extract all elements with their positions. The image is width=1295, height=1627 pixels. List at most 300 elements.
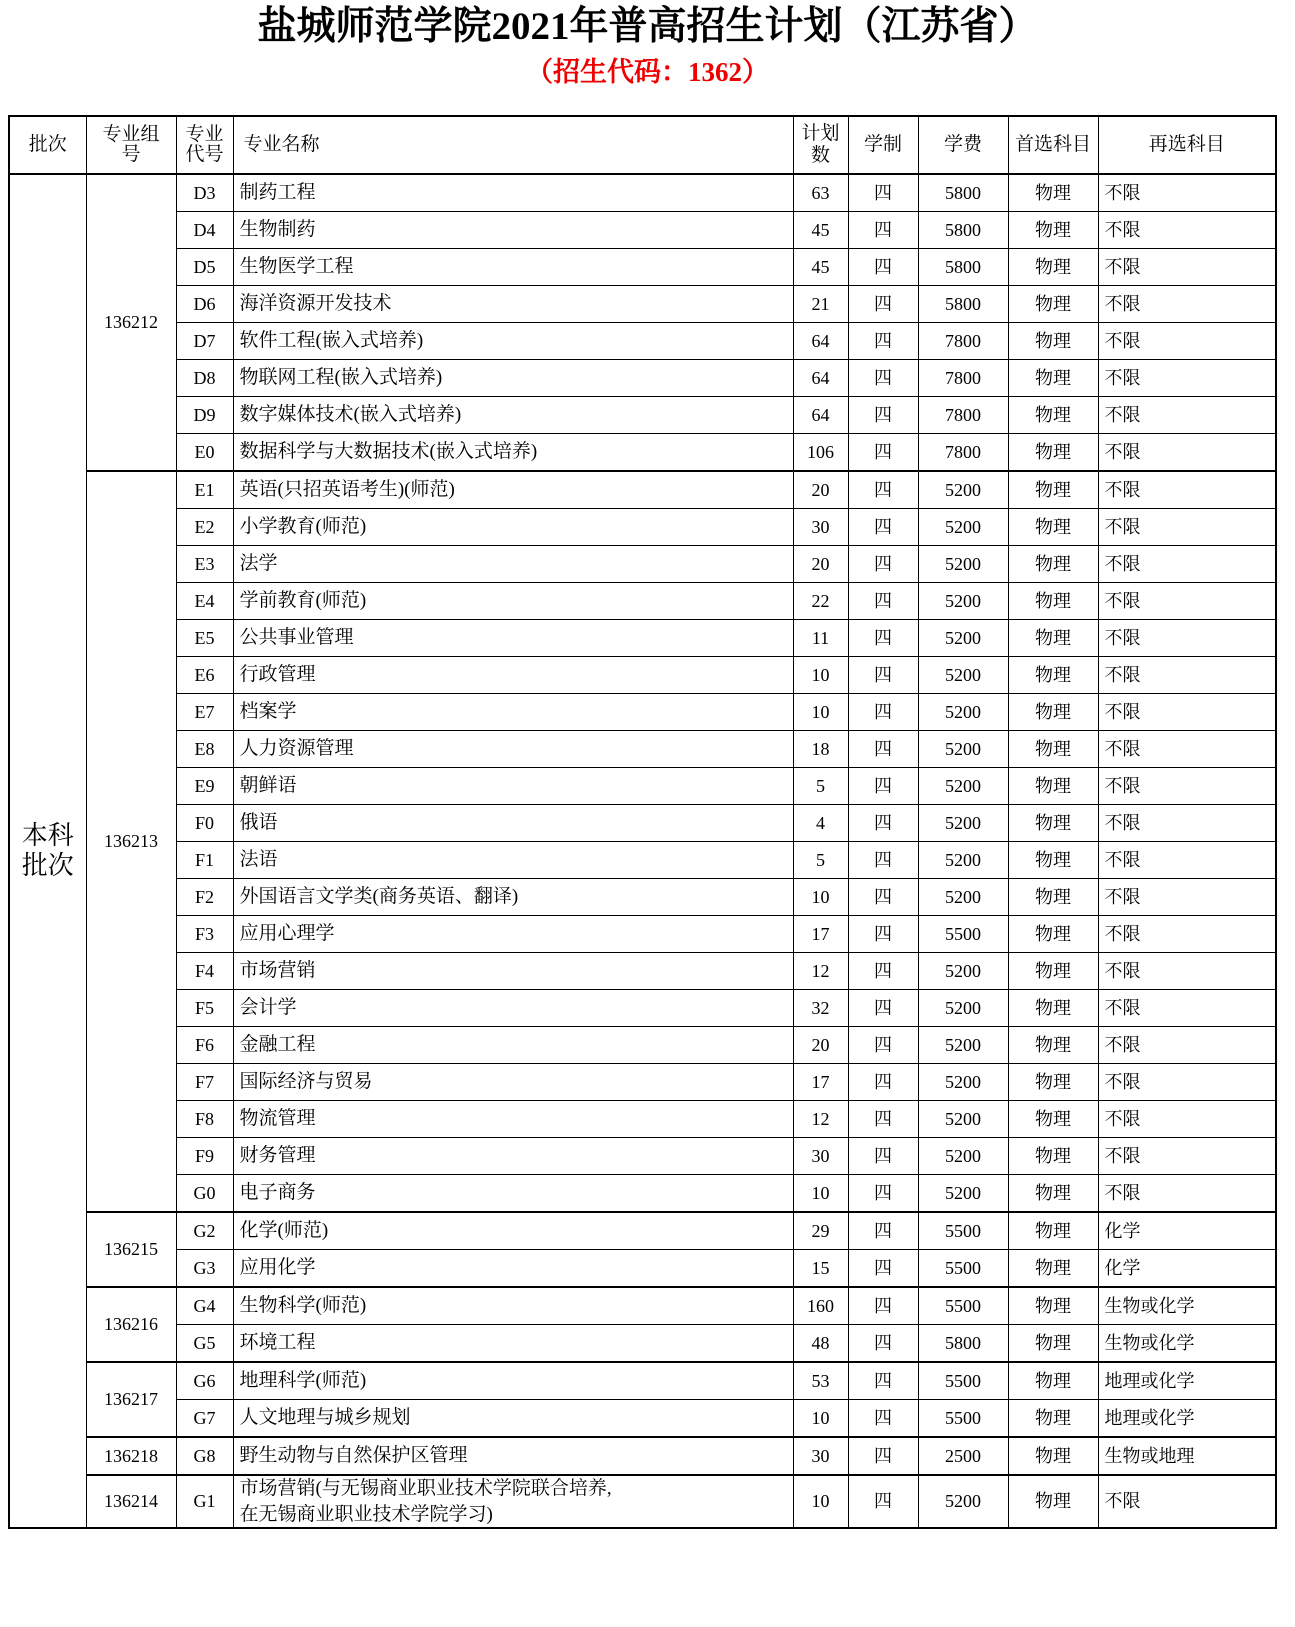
tuition-cell: 5200 (918, 1175, 1008, 1213)
table-row (9, 1287, 1276, 1325)
major-name-cell: 电子商务 (233, 1175, 793, 1213)
plan-count-cell: 11 (793, 620, 848, 657)
duration-cell: 四 (848, 1250, 918, 1288)
tuition-cell: 5500 (918, 1212, 1008, 1250)
major-code-cell: F9 (176, 1138, 233, 1175)
plan-count-cell: 45 (793, 249, 848, 286)
second-subject-cell: 不限 (1098, 1027, 1276, 1064)
table-header-row (9, 116, 1276, 174)
plan-count-cell: 20 (793, 546, 848, 583)
major-code-cell: D3 (176, 174, 233, 212)
plan-count-cell: 53 (793, 1362, 848, 1400)
plan-count-cell: 17 (793, 1064, 848, 1101)
duration-cell: 四 (848, 768, 918, 805)
major-code-cell: G7 (176, 1400, 233, 1438)
major-code-cell: D9 (176, 397, 233, 434)
major-name-cell: 生物科学(师范) (233, 1287, 793, 1325)
tuition-cell: 5200 (918, 842, 1008, 879)
duration-cell: 四 (848, 1287, 918, 1325)
table-row (9, 1212, 1276, 1250)
duration-cell: 四 (848, 546, 918, 583)
header-batch: 批次 (9, 116, 86, 174)
second-subject-cell: 不限 (1098, 1175, 1276, 1213)
tuition-cell: 5200 (918, 1138, 1008, 1175)
first-subject-cell: 物理 (1008, 1101, 1098, 1138)
duration-cell: 四 (848, 1362, 918, 1400)
plan-count-cell: 64 (793, 323, 848, 360)
major-name-cell: 英语(只招英语考生)(师范) (233, 471, 793, 509)
major-name-cell: 小学教育(师范) (233, 509, 793, 546)
tuition-cell: 5200 (918, 657, 1008, 694)
tuition-cell: 5200 (918, 694, 1008, 731)
major-name-line2: 在无锡商业职业技术学院学习) (239, 1503, 493, 1525)
first-subject-cell: 物理 (1008, 805, 1098, 842)
plan-count-cell: 30 (793, 1437, 848, 1475)
tuition-cell: 5500 (918, 1362, 1008, 1400)
major-code-cell: D8 (176, 360, 233, 397)
second-subject-cell: 不限 (1098, 360, 1276, 397)
duration-cell: 四 (848, 1212, 918, 1250)
tuition-cell: 5500 (918, 1250, 1008, 1288)
major-code-cell: E5 (176, 620, 233, 657)
plan-count-cell: 10 (793, 879, 848, 916)
table-row (9, 1250, 1276, 1288)
batch-cell (9, 174, 86, 1528)
duration-cell: 四 (848, 1175, 918, 1213)
second-subject-cell: 不限 (1098, 1101, 1276, 1138)
major-code-cell: G8 (176, 1437, 233, 1475)
table-row (9, 397, 1276, 434)
duration-cell: 四 (848, 1027, 918, 1064)
tuition-cell: 5500 (918, 916, 1008, 953)
duration-cell: 四 (848, 879, 918, 916)
first-subject-cell: 物理 (1008, 916, 1098, 953)
plan-count-cell: 63 (793, 174, 848, 212)
second-subject-cell: 不限 (1098, 212, 1276, 249)
duration-cell: 四 (848, 1138, 918, 1175)
first-subject-cell: 物理 (1008, 694, 1098, 731)
table-row (9, 1138, 1276, 1175)
major-name-cell: 行政管理 (233, 657, 793, 694)
duration-cell: 四 (848, 509, 918, 546)
major-name-cell: 公共事业管理 (233, 620, 793, 657)
second-subject-cell: 不限 (1098, 990, 1276, 1027)
major-name-cell: 档案学 (233, 694, 793, 731)
header-second-subject: 再选科目 (1098, 116, 1276, 174)
second-subject-cell: 不限 (1098, 286, 1276, 323)
first-subject-cell: 物理 (1008, 1325, 1098, 1363)
major-name-cell: 海洋资源开发技术 (233, 286, 793, 323)
major-name-cell: 会计学 (233, 990, 793, 1027)
plan-count-cell: 12 (793, 1101, 848, 1138)
table-row (9, 212, 1276, 249)
plan-count-cell: 17 (793, 916, 848, 953)
major-name-line1: 市场营销(与无锡商业职业技术学院联合培养, (239, 1478, 612, 1499)
header-first-subject: 首选科目 (1008, 116, 1098, 174)
table-row (9, 249, 1276, 286)
second-subject-cell: 不限 (1098, 1138, 1276, 1175)
first-subject-cell: 物理 (1008, 879, 1098, 916)
first-subject-cell: 物理 (1008, 657, 1098, 694)
major-name-cell: 化学(师范) (233, 1212, 793, 1250)
first-subject-cell: 物理 (1008, 1362, 1098, 1400)
table-row (9, 323, 1276, 360)
major-code-cell: G5 (176, 1325, 233, 1363)
tuition-cell: 5200 (918, 1101, 1008, 1138)
first-subject-cell: 物理 (1008, 286, 1098, 323)
major-name-cell: 国际经济与贸易 (233, 1064, 793, 1101)
major-name-cell: 野生动物与自然保护区管理 (233, 1437, 793, 1475)
duration-cell: 四 (848, 842, 918, 879)
second-subject-cell: 不限 (1098, 471, 1276, 509)
major-name-cell: 应用化学 (233, 1250, 793, 1288)
major-name-cell: 数据科学与大数据技术(嵌入式培养) (233, 434, 793, 472)
first-subject-cell: 物理 (1008, 583, 1098, 620)
major-code-cell: D6 (176, 286, 233, 323)
group-no-cell: 136216 (86, 1287, 176, 1362)
first-subject-cell: 物理 (1008, 1175, 1098, 1213)
major-code-cell: E0 (176, 434, 233, 472)
major-code-cell: E8 (176, 731, 233, 768)
batch-label: 本科批次 (21, 821, 74, 881)
tuition-cell: 5800 (918, 249, 1008, 286)
second-subject-cell: 不限 (1098, 174, 1276, 212)
table-row (9, 1027, 1276, 1064)
table-row (9, 731, 1276, 768)
tuition-cell: 5200 (918, 1475, 1008, 1528)
duration-cell: 四 (848, 620, 918, 657)
tuition-cell: 5200 (918, 583, 1008, 620)
second-subject-cell: 不限 (1098, 879, 1276, 916)
first-subject-cell: 物理 (1008, 1400, 1098, 1438)
plan-count-cell: 64 (793, 397, 848, 434)
plan-count-cell: 22 (793, 583, 848, 620)
major-code-cell: G2 (176, 1212, 233, 1250)
major-code-cell: E7 (176, 694, 233, 731)
tuition-cell: 5500 (918, 1287, 1008, 1325)
second-subject-cell: 不限 (1098, 805, 1276, 842)
group-no-cell: 136217 (86, 1362, 176, 1437)
tuition-cell: 5200 (918, 471, 1008, 509)
plan-count-cell: 29 (793, 1212, 848, 1250)
tuition-cell: 5200 (918, 953, 1008, 990)
plan-count-cell: 160 (793, 1287, 848, 1325)
duration-cell: 四 (848, 1325, 918, 1363)
major-code-cell: G6 (176, 1362, 233, 1400)
second-subject-cell: 生物或化学 (1098, 1287, 1276, 1325)
major-name-cell: 人文地理与城乡规划 (233, 1400, 793, 1438)
header-tuition: 学费 (918, 116, 1008, 174)
plan-count-cell: 10 (793, 1475, 848, 1528)
second-subject-cell: 不限 (1098, 434, 1276, 472)
tuition-cell: 5200 (918, 620, 1008, 657)
major-name-cell: 数字媒体技术(嵌入式培养) (233, 397, 793, 434)
table-body (9, 174, 1276, 1528)
second-subject-cell: 不限 (1098, 583, 1276, 620)
table-row (9, 953, 1276, 990)
plan-table-container (8, 115, 1275, 1529)
first-subject-cell: 物理 (1008, 990, 1098, 1027)
page-title: 盐城师范学院2021年普高招生计划（江苏省） (257, 5, 1038, 48)
duration-cell: 四 (848, 471, 918, 509)
tuition-cell: 7800 (918, 397, 1008, 434)
plan-count-cell: 10 (793, 657, 848, 694)
first-subject-cell: 物理 (1008, 768, 1098, 805)
first-subject-cell: 物理 (1008, 471, 1098, 509)
header-duration: 学制 (848, 116, 918, 174)
major-name-cell: 物流管理 (233, 1101, 793, 1138)
table-row (9, 1475, 1276, 1528)
header-major-code-line2: 代号 (185, 144, 224, 165)
table-row (9, 990, 1276, 1027)
tuition-cell: 2500 (918, 1437, 1008, 1475)
major-code-cell: G1 (176, 1475, 233, 1528)
plan-count-cell: 21 (793, 286, 848, 323)
first-subject-cell: 物理 (1008, 1437, 1098, 1475)
table-row (9, 360, 1276, 397)
second-subject-cell: 不限 (1098, 657, 1276, 694)
first-subject-cell: 物理 (1008, 1475, 1098, 1528)
major-code-cell: F0 (176, 805, 233, 842)
plan-count-cell: 15 (793, 1250, 848, 1288)
table-row (9, 694, 1276, 731)
table-row (9, 916, 1276, 953)
major-name-cell: 市场营销 (233, 953, 793, 990)
plan-count-cell: 30 (793, 509, 848, 546)
duration-cell: 四 (848, 731, 918, 768)
major-name-cell: 生物医学工程 (233, 249, 793, 286)
title-block (0, 0, 1295, 92)
first-subject-cell: 物理 (1008, 509, 1098, 546)
group-no-cell: 136214 (86, 1475, 176, 1528)
table-row (9, 509, 1276, 546)
plan-count-cell: 106 (793, 434, 848, 472)
header-major-code (176, 116, 233, 174)
major-code-cell: E4 (176, 583, 233, 620)
duration-cell: 四 (848, 174, 918, 212)
tuition-cell: 7800 (918, 434, 1008, 472)
first-subject-cell: 物理 (1008, 397, 1098, 434)
plan-count-cell: 10 (793, 1400, 848, 1438)
second-subject-cell: 不限 (1098, 916, 1276, 953)
tuition-cell: 5200 (918, 879, 1008, 916)
major-code-cell: F4 (176, 953, 233, 990)
table-row (9, 1175, 1276, 1213)
tuition-cell: 5800 (918, 174, 1008, 212)
major-name-cell: 俄语 (233, 805, 793, 842)
second-subject-cell: 不限 (1098, 953, 1276, 990)
major-name-cell: 环境工程 (233, 1325, 793, 1363)
header-major-code-line1: 专业 (185, 124, 224, 146)
duration-cell: 四 (848, 212, 918, 249)
second-subject-cell: 不限 (1098, 620, 1276, 657)
major-name-cell: 制药工程 (233, 174, 793, 212)
major-name-cell: 法学 (233, 546, 793, 583)
major-name-cell: 外国语言文学类(商务英语、翻译) (233, 879, 793, 916)
table-row (9, 286, 1276, 323)
first-subject-cell: 物理 (1008, 1287, 1098, 1325)
plan-count-cell: 10 (793, 1175, 848, 1213)
major-name-cell: 物联网工程(嵌入式培养) (233, 360, 793, 397)
tuition-cell: 5500 (918, 1400, 1008, 1438)
duration-cell: 四 (848, 360, 918, 397)
second-subject-cell: 不限 (1098, 694, 1276, 731)
group-no-cell: 136215 (86, 1212, 176, 1287)
tuition-cell: 5200 (918, 990, 1008, 1027)
second-subject-cell: 地理或化学 (1098, 1400, 1276, 1438)
first-subject-cell: 物理 (1008, 249, 1098, 286)
table-row (9, 842, 1276, 879)
header-plan-count: 计划数 (793, 116, 848, 174)
major-name-cell: 应用心理学 (233, 916, 793, 953)
tuition-cell: 5800 (918, 286, 1008, 323)
first-subject-cell: 物理 (1008, 212, 1098, 249)
table-header (9, 116, 1276, 174)
plan-count-cell: 4 (793, 805, 848, 842)
first-subject-cell: 物理 (1008, 323, 1098, 360)
major-code-cell: F8 (176, 1101, 233, 1138)
major-code-cell: E3 (176, 546, 233, 583)
tuition-cell: 7800 (918, 360, 1008, 397)
table-row (9, 1400, 1276, 1438)
duration-cell: 四 (848, 583, 918, 620)
header-group-no-line1: 专业组 (102, 124, 160, 146)
tuition-cell: 5200 (918, 509, 1008, 546)
table-row (9, 583, 1276, 620)
header-group-no-line2: 号 (121, 144, 141, 165)
duration-cell: 四 (848, 1064, 918, 1101)
first-subject-cell: 物理 (1008, 1027, 1098, 1064)
table-row (9, 620, 1276, 657)
duration-cell: 四 (848, 1101, 918, 1138)
first-subject-cell: 物理 (1008, 842, 1098, 879)
table-row (9, 1325, 1276, 1363)
tuition-cell: 5200 (918, 1064, 1008, 1101)
second-subject-cell: 化学 (1098, 1250, 1276, 1288)
second-subject-cell: 不限 (1098, 731, 1276, 768)
second-subject-cell: 不限 (1098, 768, 1276, 805)
major-name-cell (233, 1475, 793, 1528)
second-subject-cell: 不限 (1098, 1064, 1276, 1101)
table-row (9, 434, 1276, 472)
duration-cell: 四 (848, 1400, 918, 1438)
first-subject-cell: 物理 (1008, 1064, 1098, 1101)
tuition-cell: 5200 (918, 805, 1008, 842)
major-name-cell: 金融工程 (233, 1027, 793, 1064)
duration-cell: 四 (848, 397, 918, 434)
plan-count-cell: 10 (793, 694, 848, 731)
major-code-cell: E2 (176, 509, 233, 546)
admission-code-subtitle: （招生代码：1362） (526, 57, 769, 87)
plan-count-cell: 20 (793, 471, 848, 509)
major-code-cell: G4 (176, 1287, 233, 1325)
major-code-cell: E9 (176, 768, 233, 805)
tuition-cell: 5200 (918, 1027, 1008, 1064)
first-subject-cell: 物理 (1008, 546, 1098, 583)
first-subject-cell: 物理 (1008, 620, 1098, 657)
major-code-cell: D5 (176, 249, 233, 286)
plan-count-cell: 5 (793, 768, 848, 805)
table-row (9, 546, 1276, 583)
major-code-cell: F6 (176, 1027, 233, 1064)
table-row (9, 879, 1276, 916)
table-row (9, 1437, 1276, 1475)
major-name-cell: 财务管理 (233, 1138, 793, 1175)
major-code-cell: E1 (176, 471, 233, 509)
first-subject-cell: 物理 (1008, 434, 1098, 472)
major-code-cell: F5 (176, 990, 233, 1027)
major-name-cell: 人力资源管理 (233, 731, 793, 768)
major-name-cell: 软件工程(嵌入式培养) (233, 323, 793, 360)
major-name-cell: 学前教育(师范) (233, 583, 793, 620)
duration-cell: 四 (848, 916, 918, 953)
duration-cell: 四 (848, 953, 918, 990)
major-code-cell: F1 (176, 842, 233, 879)
first-subject-cell: 物理 (1008, 360, 1098, 397)
major-code-cell: D7 (176, 323, 233, 360)
duration-cell: 四 (848, 323, 918, 360)
second-subject-cell: 化学 (1098, 1212, 1276, 1250)
major-code-cell: D4 (176, 212, 233, 249)
table-row (9, 1064, 1276, 1101)
first-subject-cell: 物理 (1008, 1250, 1098, 1288)
tuition-cell: 5200 (918, 546, 1008, 583)
first-subject-cell: 物理 (1008, 174, 1098, 212)
first-subject-cell: 物理 (1008, 1138, 1098, 1175)
group-no-cell: 136212 (86, 174, 176, 471)
first-subject-cell: 物理 (1008, 1212, 1098, 1250)
group-no-cell: 136213 (86, 471, 176, 1212)
second-subject-cell: 不限 (1098, 509, 1276, 546)
plan-count-cell: 5 (793, 842, 848, 879)
table-row (9, 1101, 1276, 1138)
second-subject-cell: 地理或化学 (1098, 1362, 1276, 1400)
major-code-cell: E6 (176, 657, 233, 694)
admissions-plan-table (8, 115, 1277, 1529)
table-row (9, 471, 1276, 509)
tuition-cell: 5200 (918, 731, 1008, 768)
table-row (9, 1362, 1276, 1400)
major-code-cell: F3 (176, 916, 233, 953)
major-name-cell: 朝鲜语 (233, 768, 793, 805)
second-subject-cell: 不限 (1098, 249, 1276, 286)
header-major-name: 专业名称 (233, 116, 793, 174)
table-row (9, 657, 1276, 694)
plan-count-cell: 30 (793, 1138, 848, 1175)
duration-cell: 四 (848, 805, 918, 842)
duration-cell: 四 (848, 286, 918, 323)
header-group-no (86, 116, 176, 174)
major-code-cell: G0 (176, 1175, 233, 1213)
duration-cell: 四 (848, 249, 918, 286)
second-subject-cell: 生物或化学 (1098, 1325, 1276, 1363)
second-subject-cell: 不限 (1098, 842, 1276, 879)
tuition-cell: 5200 (918, 768, 1008, 805)
second-subject-cell: 不限 (1098, 397, 1276, 434)
major-code-cell: F2 (176, 879, 233, 916)
plan-count-cell: 12 (793, 953, 848, 990)
major-name-cell: 地理科学(师范) (233, 1362, 793, 1400)
major-name-cell: 法语 (233, 842, 793, 879)
second-subject-cell: 不限 (1098, 1475, 1276, 1528)
tuition-cell: 5800 (918, 1325, 1008, 1363)
tuition-cell: 7800 (918, 323, 1008, 360)
duration-cell: 四 (848, 694, 918, 731)
duration-cell: 四 (848, 434, 918, 472)
table-row (9, 805, 1276, 842)
major-code-cell: G3 (176, 1250, 233, 1288)
duration-cell: 四 (848, 657, 918, 694)
